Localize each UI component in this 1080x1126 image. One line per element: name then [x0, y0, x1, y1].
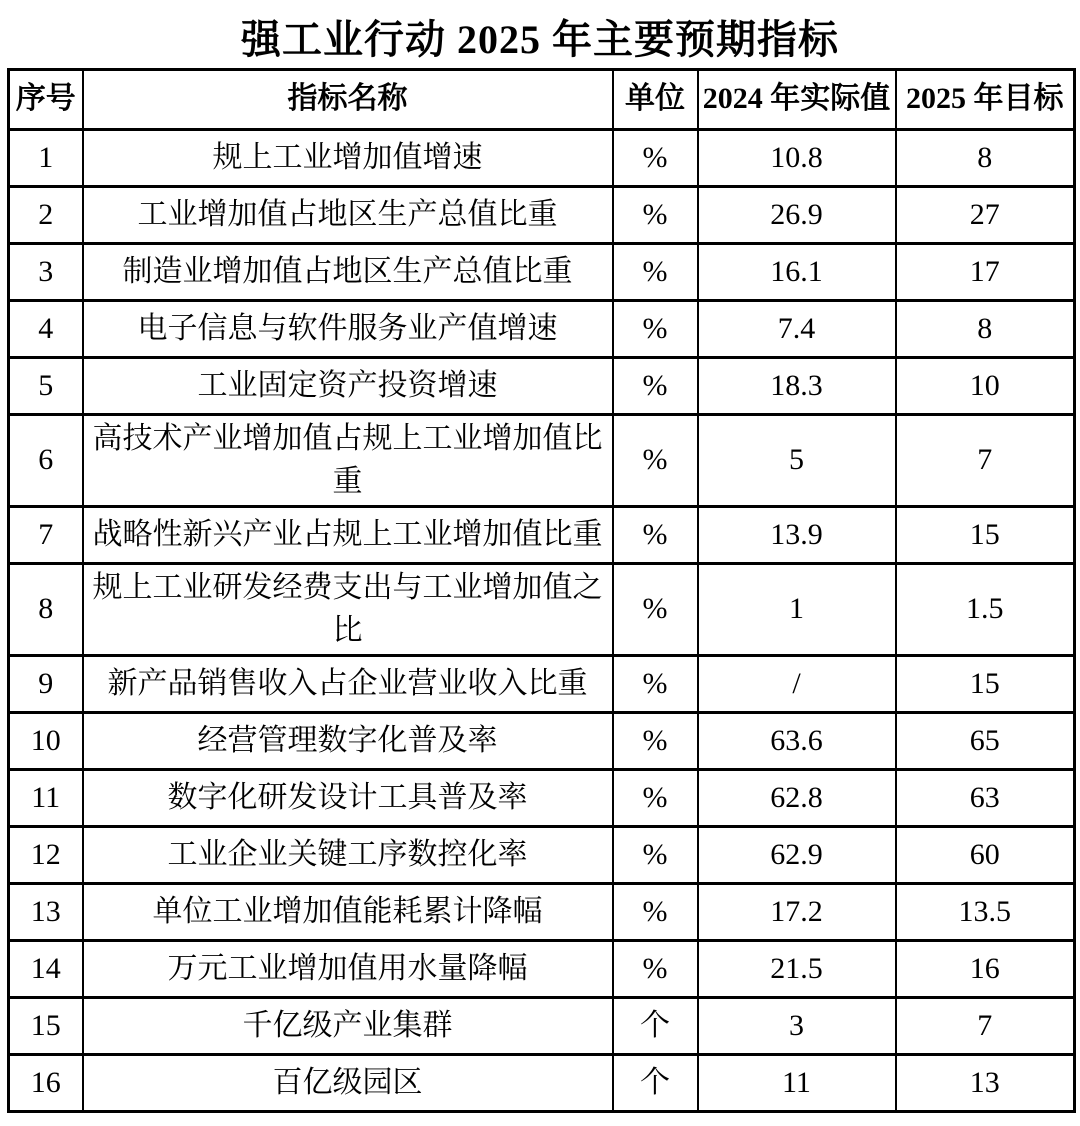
- cell-actual-2024: 18.3: [698, 358, 896, 415]
- table-body: [9, 130, 1075, 1112]
- cell-index: 2: [9, 187, 83, 244]
- cell-actual-2024: 62.9: [698, 827, 896, 884]
- cell-index: 6: [9, 415, 83, 507]
- cell-target-2025: 16: [896, 941, 1075, 998]
- cell-target-2025: 60: [896, 827, 1075, 884]
- table-row: [9, 187, 1075, 244]
- cell-index: 5: [9, 358, 83, 415]
- header-row: [9, 70, 1075, 130]
- cell-name: 数字化研发设计工具普及率: [83, 770, 613, 827]
- cell-unit: %: [613, 507, 698, 564]
- cell-actual-2024: 16.1: [698, 244, 896, 301]
- cell-name: 战略性新兴产业占规上工业增加值比重: [83, 507, 613, 564]
- cell-name: 经营管理数字化普及率: [83, 713, 613, 770]
- table-row: [9, 713, 1075, 770]
- cell-index: 1: [9, 130, 83, 187]
- cell-name: 万元工业增加值用水量降幅: [83, 941, 613, 998]
- cell-target-2025: 7: [896, 415, 1075, 507]
- cell-target-2025: 17: [896, 244, 1075, 301]
- cell-actual-2024: 10.8: [698, 130, 896, 187]
- cell-name: 工业固定资产投资增速: [83, 358, 613, 415]
- cell-unit: %: [613, 301, 698, 358]
- cell-name: 规上工业增加值增速: [83, 130, 613, 187]
- cell-actual-2024: 21.5: [698, 941, 896, 998]
- table-row: [9, 358, 1075, 415]
- header-name: 指标名称: [83, 70, 613, 130]
- cell-name: 规上工业研发经费支出与工业增加值之比: [83, 564, 613, 656]
- cell-target-2025: 15: [896, 656, 1075, 713]
- cell-target-2025: 8: [896, 130, 1075, 187]
- cell-name: 工业企业关键工序数控化率: [83, 827, 613, 884]
- table-row: [9, 770, 1075, 827]
- cell-unit: %: [613, 827, 698, 884]
- cell-name: 高技术产业增加值占规上工业增加值比重: [83, 415, 613, 507]
- header-target-2025: 2025 年目标: [896, 70, 1075, 130]
- cell-unit: 个: [613, 998, 698, 1055]
- table-row: [9, 998, 1075, 1055]
- page-title: 强工业行动 2025 年主要预期指标: [241, 17, 839, 62]
- cell-unit: %: [613, 358, 698, 415]
- table-row: [9, 827, 1075, 884]
- table-row: [9, 244, 1075, 301]
- cell-unit: %: [613, 884, 698, 941]
- cell-index: 9: [9, 656, 83, 713]
- header-index: 序号: [9, 70, 83, 130]
- cell-name: 单位工业增加值能耗累计降幅: [83, 884, 613, 941]
- cell-index: 14: [9, 941, 83, 998]
- cell-target-2025: 27: [896, 187, 1075, 244]
- table-row: [9, 1055, 1075, 1112]
- table-row: [9, 130, 1075, 187]
- cell-target-2025: 65: [896, 713, 1075, 770]
- cell-actual-2024: 1: [698, 564, 896, 656]
- cell-name: 千亿级产业集群: [83, 998, 613, 1055]
- header-actual-2024: 2024 年实际值: [698, 70, 896, 130]
- cell-actual-2024: 26.9: [698, 187, 896, 244]
- table-row: [9, 656, 1075, 713]
- cell-target-2025: 8: [896, 301, 1075, 358]
- cell-index: 13: [9, 884, 83, 941]
- cell-index: 7: [9, 507, 83, 564]
- cell-target-2025: 10: [896, 358, 1075, 415]
- cell-target-2025: 63: [896, 770, 1075, 827]
- table-header: [9, 70, 1075, 130]
- cell-actual-2024: 5: [698, 415, 896, 507]
- cell-actual-2024: 17.2: [698, 884, 896, 941]
- cell-name: 百亿级园区: [83, 1055, 613, 1112]
- cell-index: 11: [9, 770, 83, 827]
- cell-actual-2024: 13.9: [698, 507, 896, 564]
- cell-index: 16: [9, 1055, 83, 1112]
- cell-name: 工业增加值占地区生产总值比重: [83, 187, 613, 244]
- cell-actual-2024: 3: [698, 998, 896, 1055]
- cell-index: 12: [9, 827, 83, 884]
- cell-unit: %: [613, 244, 698, 301]
- cell-actual-2024: 7.4: [698, 301, 896, 358]
- cell-unit: %: [613, 415, 698, 507]
- cell-target-2025: 1.5: [896, 564, 1075, 656]
- cell-index: 8: [9, 564, 83, 656]
- cell-name: 制造业增加值占地区生产总值比重: [83, 244, 613, 301]
- table-row: [9, 884, 1075, 941]
- cell-unit: 个: [613, 1055, 698, 1112]
- cell-actual-2024: 63.6: [698, 713, 896, 770]
- indicator-table: [7, 68, 1076, 1113]
- cell-unit: %: [613, 713, 698, 770]
- cell-unit: %: [613, 130, 698, 187]
- cell-unit: %: [613, 564, 698, 656]
- cell-unit: %: [613, 770, 698, 827]
- cell-actual-2024: 11: [698, 1055, 896, 1112]
- cell-unit: %: [613, 941, 698, 998]
- table-row: [9, 941, 1075, 998]
- cell-actual-2024: /: [698, 656, 896, 713]
- table-row: [9, 415, 1075, 507]
- cell-target-2025: 15: [896, 507, 1075, 564]
- cell-index: 3: [9, 244, 83, 301]
- table-row: [9, 564, 1075, 656]
- cell-target-2025: 13: [896, 1055, 1075, 1112]
- cell-index: 15: [9, 998, 83, 1055]
- cell-name: 电子信息与软件服务业产值增速: [83, 301, 613, 358]
- header-unit: 单位: [613, 70, 698, 130]
- cell-actual-2024: 62.8: [698, 770, 896, 827]
- cell-target-2025: 13.5: [896, 884, 1075, 941]
- cell-name: 新产品销售收入占企业营业收入比重: [83, 656, 613, 713]
- cell-unit: %: [613, 187, 698, 244]
- cell-unit: %: [613, 656, 698, 713]
- table-row: [9, 507, 1075, 564]
- cell-target-2025: 7: [896, 998, 1075, 1055]
- cell-index: 4: [9, 301, 83, 358]
- cell-index: 10: [9, 713, 83, 770]
- table-row: [9, 301, 1075, 358]
